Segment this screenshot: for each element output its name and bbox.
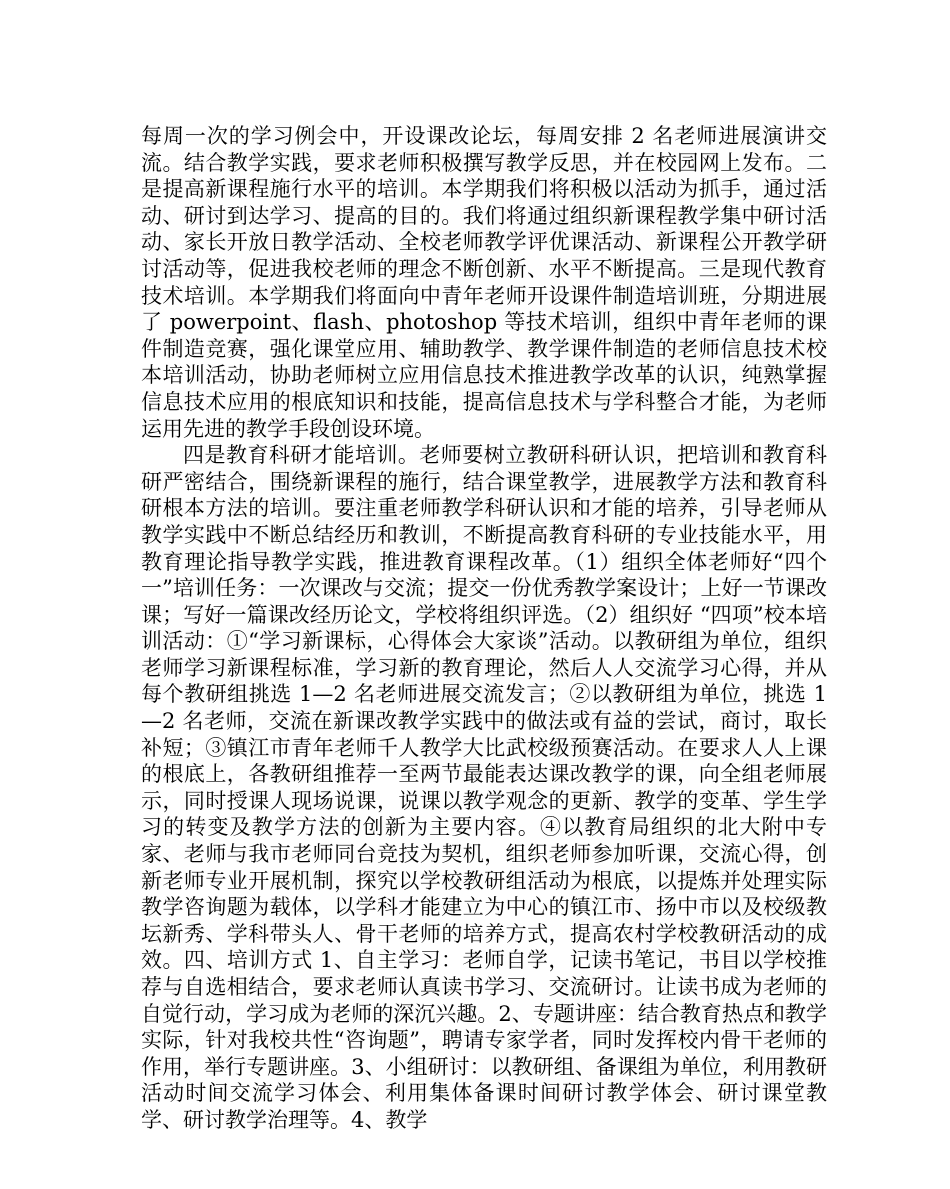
paragraph-1: 每周一次的学习例会中，开设课改论坛，每周安排 2 名老师进展演讲交流。结合教学实践，要求老师积极撰写教学反思，并在校园网上发布。二是提高新课程施行水平的培训。本学期我们将积极以活动为抓手，通过活动、研讨到达学习、提高的目的。我们将通过组织新课程教学集中研讨活动、家长开放日教学活动、全校老师教学评优课活动、新课程公开教学研讨活动等，促进我校老师的理念不断创新、水平不断提高。三是现代教育技术培训。本学期我们将面向中青年老师开设课件制造培训班，分期进展了 powerpoint、flash、photoshop 等技术培训，组织中青年老师的课件制造竞赛，强化课堂应用、辅助教学、教学课件制造的老师信息技术校本培训活动，协助老师树立应用信息技术推进教学改革的认识，纯熟掌握信息技术应用的根底知识和技能，提高信息技术与学科整合才能，为老师运用先进的教学手段创设环境。 [141,124,827,441]
document-body [141,123,827,1134]
paragraph-2: 四是教育科研才能培训。老师要树立教研科研认识，把培训和教育科研严密结合，围绕新课程的施行，结合课堂教学，进展教学方法和教育科研根本方法的培训。要注重老师教学科研认识和才能的培养，引导老师从教学实践中不断总结经历和教训，不断提高教育科研的专业技能水平，用教育理论指导教学实践，推进教育课程改革。（1）组织全体老师好“四个一”培训任务：一次课改与交流；提交一份优秀教学案设计；上好一节课改课；写好一篇课改经历论文，学校将组织评选。（2）组织好 “四项”校本培训活动：①“学习新课标，心得体会大家谈”活动。以教研组为单位，组织老师学习新课程标准，学习新的教育理论，然后人人交流学习心得，并从每个教研组挑选 1—2 名老师进展交流发言；②以教研组为单位，挑选 1—2 名老师，交流在新课改教学实践中的做法或有益的尝试，商讨，取长补短；③镇江市青年老师千人教学大比武校级预赛活动。在要求人人上课的根底上，各教研组推荐一至两节最能表达课改教学的课，向全组老师展示，同时授课人现场说课，说课以教学观念的更新、教学的变革、学生学习的转变及教学方法的创新为主要内容。④以教育局组织的北大附中专家、老师与我市老师同台竞技为契机，组织老师参加听课，交流心得，创新老师专业开展机制，探究以学校教研组活动为根底，以提炼并处理实际教学咨询题为载体，以学科才能建立为中心的镇江市、扬中市以及校级教坛新秀、学科带头人、骨干老师的培养方式，提高农村学校教研活动的成效。四、培训方式 1、自主学习：老师自学，记读书笔记，书目以学校推荐与自选相结合，要求老师认真读书学习、交流研讨。让读书成为老师的自觉行动，学习成为老师的深沉兴趣。2、专题讲座：结合教育热点和教学实际，针对我校共性“咨询题”，聘请专家学者，同时发挥校内骨干老师的作用，举行专题讲座。3、小组研讨：以教研组、备课组为单位，利用教研活动时间交流学习体会、利用集体备课时间研讨教学体会、研讨课堂教学、研讨教学治理等。4、教学 [141,443,827,1132]
